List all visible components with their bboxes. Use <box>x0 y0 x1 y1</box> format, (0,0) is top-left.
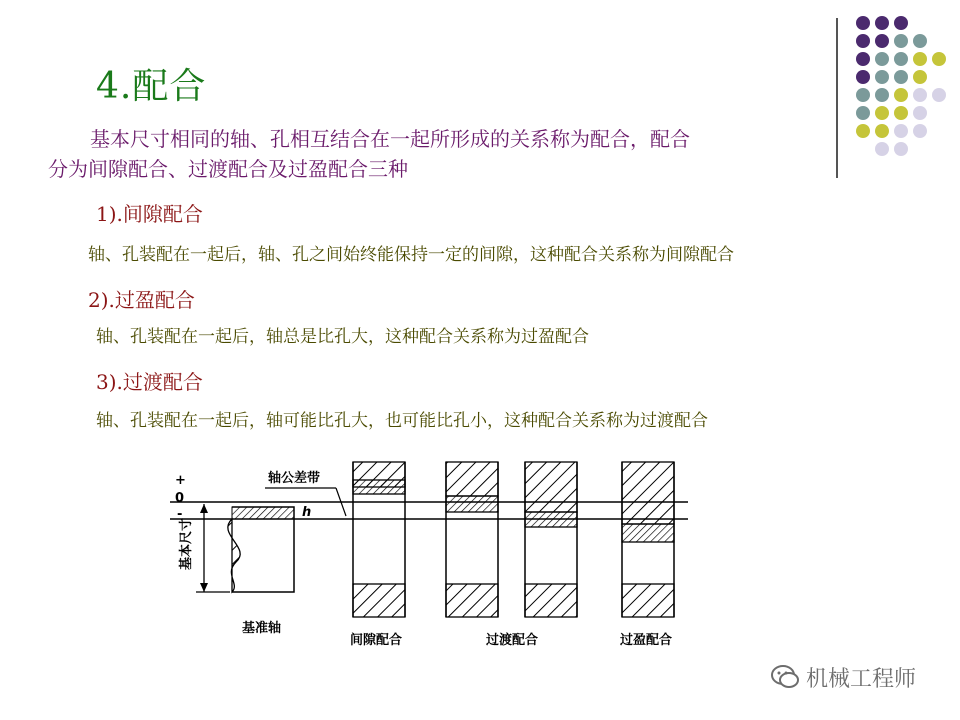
dot <box>856 52 870 66</box>
dot <box>856 88 870 102</box>
fit-diagram <box>160 452 700 662</box>
dot <box>932 52 946 66</box>
section-title-interference: 2).过盈配合 <box>88 288 195 312</box>
intro-line-2: 分为间隙配合、过渡配合及过盈配合三种 <box>48 157 408 181</box>
hole-interference-fit <box>525 462 577 617</box>
dot <box>894 142 908 156</box>
section-title-transition: 3).过渡配合 <box>96 370 203 394</box>
arrow-down <box>200 583 208 592</box>
dot <box>875 88 889 102</box>
dot <box>856 124 870 138</box>
transition-fit-label: 过渡配合 <box>486 633 539 648</box>
arrow-up <box>200 504 208 513</box>
section-desc-interference: 轴、孔装配在一起后，轴总是比孔大，这种配合关系称为过盈配合 <box>96 327 589 347</box>
dot <box>856 106 870 120</box>
intro-line-1: 基本尺寸相同的轴、孔相互结合在一起所形成的关系称为配合，配合 <box>90 127 690 151</box>
decorative-dot-grid <box>850 14 950 164</box>
dot <box>856 34 870 48</box>
clearance-fit-label: 间隙配合 <box>350 633 403 648</box>
dot <box>913 70 927 84</box>
interference-fit-label: 过盈配合 <box>620 633 673 648</box>
dot <box>894 124 908 138</box>
dot <box>894 52 908 66</box>
dot <box>894 106 908 120</box>
sign-zero: 0 <box>175 491 185 506</box>
dot <box>875 70 889 84</box>
shaft-tolerance-zone-fill <box>232 507 294 519</box>
section-desc-transition: 轴、孔装配在一起后，轴可能比孔大，也可能比孔小，这种配合关系称为过渡配合 <box>96 411 708 431</box>
wechat-icon <box>770 662 800 692</box>
dot <box>894 70 908 84</box>
basic-size-label: 基本尺寸 <box>179 517 194 570</box>
dot <box>913 106 927 120</box>
dot <box>913 124 927 138</box>
dot <box>913 88 927 102</box>
dot <box>875 34 889 48</box>
dot <box>875 124 889 138</box>
hole-transition-fit <box>446 462 498 617</box>
section-title-clearance: 1).间隙配合 <box>96 202 203 226</box>
sign-plus: + <box>175 473 186 488</box>
dot <box>856 70 870 84</box>
shaft-tolerance-zone-label: 轴公差带 <box>268 471 321 486</box>
dot <box>875 106 889 120</box>
intro-paragraph <box>48 124 828 184</box>
section-desc-clearance: 轴、孔装配在一起后，轴、孔之间始终能保持一定的间隙，这种配合关系称为间隙配合 <box>88 245 734 265</box>
watermark-text: 机械工程师 <box>806 666 917 692</box>
sign-minus: - <box>177 507 183 522</box>
dot <box>913 52 927 66</box>
dot <box>894 34 908 48</box>
dot <box>856 16 870 30</box>
dot <box>894 16 908 30</box>
dot <box>913 34 927 48</box>
reference-shaft-label: 基准轴 <box>242 621 282 636</box>
dot <box>875 16 889 30</box>
slide-title: 4.配合 <box>96 66 207 107</box>
dot <box>875 52 889 66</box>
divider-line <box>836 18 838 178</box>
hole-interference-fit-2 <box>622 462 674 617</box>
tolerance-mark: h <box>302 505 312 520</box>
dot <box>894 88 908 102</box>
dot <box>875 142 889 156</box>
hole-clearance-fit <box>353 462 405 617</box>
dot <box>932 88 946 102</box>
shaft-break-section <box>228 519 240 592</box>
watermark <box>770 662 916 692</box>
